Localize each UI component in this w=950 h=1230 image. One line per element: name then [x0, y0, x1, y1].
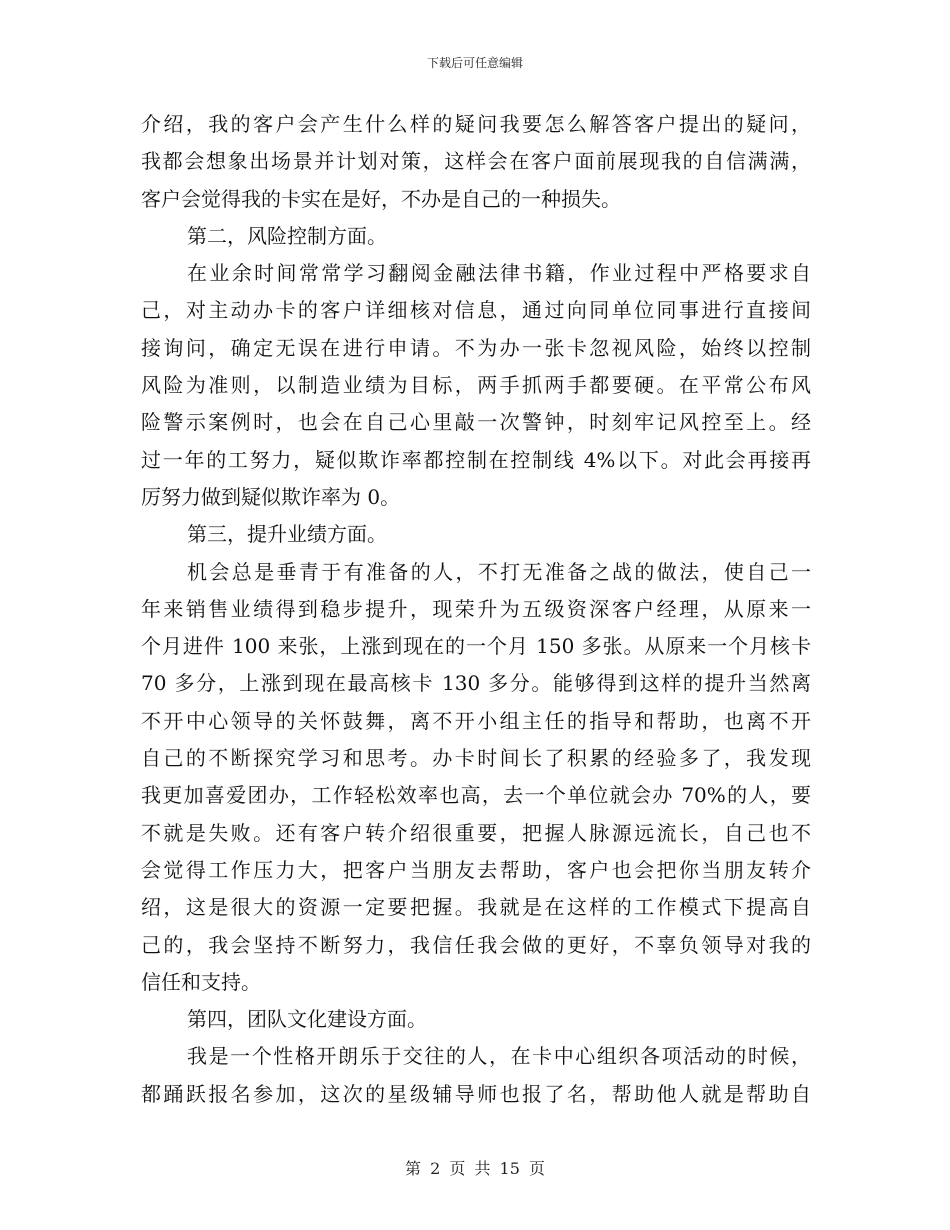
- text-line: 都踊跃报名参加，这次的星级辅导师也报了名，帮助他人就是帮助自: [141, 1081, 811, 1106]
- text-line: 机会总是垂青于有准备的人，不打无准备之战的做法，使自己一: [187, 559, 811, 584]
- text-line: 70 多分，上涨到现在最高核卡 130 多分。能够得到这样的提升当然离: [141, 671, 811, 696]
- text-line: 风险为准则，以制造业绩为目标，两手抓两手都要硬。在平常公布风: [141, 373, 811, 398]
- document-body: [141, 106, 811, 1113]
- text-line: 己的，我会坚持不断努力，我信任我会做的更好，不辜负领导对我的: [141, 932, 811, 957]
- text-line: 我更加喜爱团办，工作轻松效率也高，去一个单位就会办 70%的人，要: [141, 783, 811, 808]
- text-line: 客户会觉得我的卡实在是好，不办是自己的一种损失。: [141, 186, 621, 211]
- text-line: 自己的不断探究学习和思考。办卡时间长了积累的经验多了，我发现: [141, 746, 811, 771]
- text-line: 会觉得工作压力大，把客户当朋友去帮助，客户也会把你当朋友转介: [141, 857, 811, 882]
- text-line: 个月进件 100 来张，上涨到现在的一个月 150 多张。从原来一个月核卡: [141, 634, 811, 659]
- text-line: 绍，这是很大的资源一定要把握。我就是在这样的工作模式下提高自: [141, 895, 811, 920]
- text-line: 险警示案例时，也会在自己心里敲一次警钟，时刻牢记风控至上。经: [141, 410, 811, 435]
- text-line: 我都会想象出场景并计划对策，这样会在客户面前展现我的自信满满，: [141, 149, 811, 174]
- text-line: 我是一个性格开朗乐于交往的人，在卡中心组织各项活动的时候，: [187, 1044, 811, 1069]
- section-heading: 第二，风险控制方面。: [187, 223, 387, 248]
- text-line: 过一年的工努力，疑似欺诈率都控制在控制线 4%以下。对此会再接再: [141, 447, 811, 472]
- page-header: 下载后可任意编辑: [426, 56, 523, 70]
- text-line: 厉努力做到疑似欺诈率为 0。: [141, 484, 401, 509]
- text-line: 己，对主动办卡的客户详细核对信息，通过向同单位同事进行直接间: [141, 298, 811, 323]
- page-number-footer: 第 2 页 共 15 页: [405, 1159, 545, 1178]
- section-heading: 第三，提升业绩方面。: [187, 522, 387, 547]
- text-line: 不开中心领导的关怀鼓舞，离不开小组主任的指导和帮助，也离不开: [141, 708, 811, 733]
- text-line: 不就是失败。还有客户转介绍很重要，把握人脉源远流长，自己也不: [141, 820, 811, 845]
- text-line: 介绍，我的客户会产生什么样的疑问我要怎么解答客户提出的疑问，: [141, 112, 811, 136]
- text-line: 接询问，确定无误在进行申请。不为办一张卡忽视风险，始终以控制: [141, 335, 811, 360]
- text-line: 在业余时间常常学习翻阅金融法律书籍，作业过程中严格要求自: [187, 261, 811, 286]
- text-line: 信任和支持。: [141, 969, 261, 994]
- text-line: 年来销售业绩得到稳步提升，现荣升为五级资深客户经理，从原来一: [141, 596, 811, 621]
- section-heading: 第四，团队文化建设方面。: [187, 1007, 427, 1032]
